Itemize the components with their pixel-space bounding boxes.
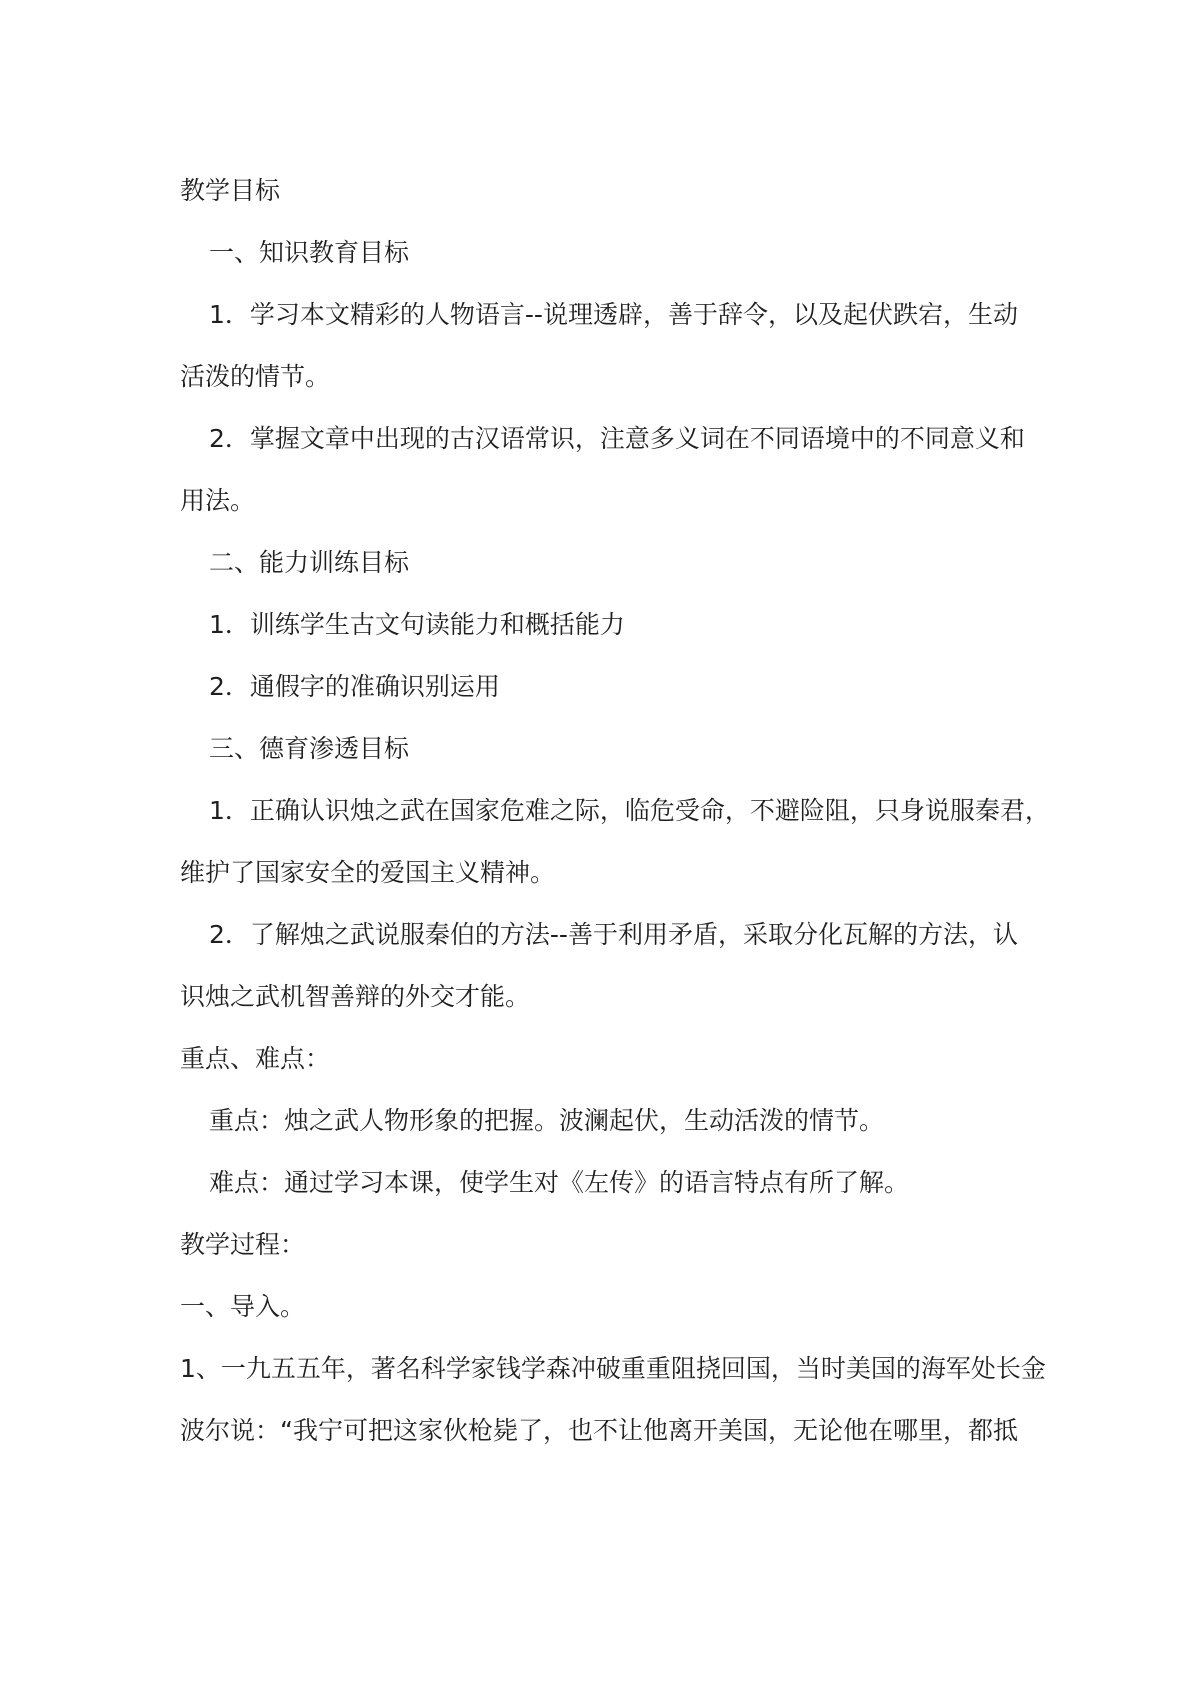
paragraph-line: 1、一九五五年，著名科学家钱学森冲破重重阻挠回国，当时美国的海军处长金 <box>180 1354 1046 1383</box>
section-heading-key-points: 重点、难点： <box>180 1044 331 1073</box>
section-heading-teaching-process: 教学过程： <box>180 1230 306 1259</box>
paragraph-line: 活泼的情节。 <box>180 362 331 391</box>
section-heading-teaching-objectives: 教学目标 <box>180 176 281 205</box>
paragraph-line: 1．训练学生古文句读能力和概括能力 <box>209 610 625 639</box>
paragraph-line: 2．通假字的准确识别运用 <box>209 672 500 701</box>
paragraph-line: 2．了解烛之武说服秦伯的方法--善于利用矛盾，采取分化瓦解的方法，认 <box>209 920 1018 949</box>
paragraph-line: 识烛之武机智善辩的外交才能。 <box>180 982 531 1011</box>
paragraph-line: 维护了国家安全的爱国主义精神。 <box>180 858 556 887</box>
paragraph-line: 1．学习本文精彩的人物语言--说理透辟，善于辞令，以及起伏跌宕，生动 <box>209 300 1018 329</box>
paragraph-line: 1．正确认识烛之武在国家危难之际，临危受命，不避险阻，只身说服秦君， <box>209 796 1050 825</box>
subheading-ability-objectives: 二、能力训练目标 <box>209 548 410 577</box>
paragraph-line: 2．掌握文章中出现的古汉语常识，注意多义词在不同语境中的不同意义和 <box>209 424 1025 453</box>
subheading-knowledge-objectives: 一、知识教育目标 <box>209 238 410 267</box>
subheading-introduction: 一、导入。 <box>180 1292 306 1321</box>
paragraph-line: 波尔说：“我宁可把这家伙枪毙了，也不让他离开美国，无论他在哪里，都抵 <box>180 1416 1018 1445</box>
document-body <box>180 160 1050 1462</box>
paragraph-line: 用法。 <box>180 486 256 515</box>
paragraph-line: 重点：烛之武人物形象的把握。波澜起伏，生动活泼的情节。 <box>209 1106 885 1135</box>
subheading-moral-objectives: 三、德育渗透目标 <box>209 734 410 763</box>
paragraph-line: 难点：通过学习本课，使学生对《左传》的语言特点有所了解。 <box>209 1168 910 1197</box>
